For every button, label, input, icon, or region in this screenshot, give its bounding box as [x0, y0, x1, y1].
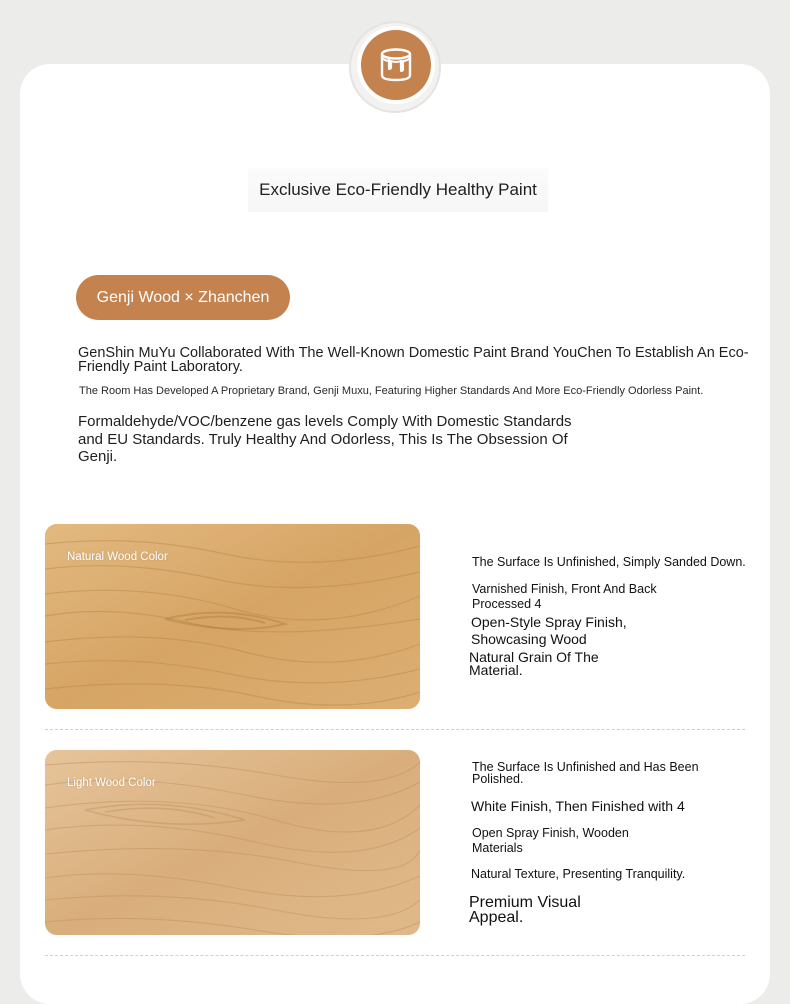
intro-small: The Room Has Developed A Proprietary Brand, Genji Muxu, Featuring Higher Standards And More Eco-Friendly Odorless Paint.	[79, 385, 704, 397]
feature-text: Natural Texture, Presenting Tranquility.	[471, 867, 686, 881]
section-divider	[45, 955, 745, 956]
feature-text: Open-Style Spray Finish, Showcasing Wood	[471, 614, 627, 647]
light-wood-swatch	[45, 750, 420, 935]
paint-bucket-badge	[361, 30, 431, 100]
brand-pill: Genji Wood × Zhanchen	[76, 275, 290, 320]
feature-text: Varnished Finish, Front And Back Processed 4	[472, 582, 657, 611]
section-divider	[45, 729, 745, 730]
natural-wood-label: Natural Wood Color	[67, 551, 168, 563]
paint-bucket-icon	[377, 46, 415, 84]
intro-lead: GenShin MuYu Collaborated With The Well-Known Domestic Paint Brand YouChen To Establish An Eco-Friendly Paint Laboratory.	[78, 345, 749, 375]
page-title: Exclusive Eco-Friendly Healthy Paint	[248, 168, 548, 212]
feature-text: Natural Grain Of The Material.	[469, 649, 599, 678]
light-wood-label: Light Wood Color	[67, 777, 156, 789]
feature-text: White Finish, Then Finished with 4	[471, 798, 685, 814]
feature-text: The Surface Is Unfinished and Has Been Polished.	[472, 760, 699, 786]
feature-text: Open Spray Finish, Wooden Materials	[472, 826, 629, 855]
feature-text: Premium Visual Appeal.	[469, 894, 581, 926]
feature-text: The Surface Is Unfinished, Simply Sanded Down.	[472, 555, 746, 569]
intro-paragraph: Formaldehyde/VOC/benzene gas levels Comply With Domestic Standards and EU Standards. Truly Healthy And Odorless, This Is The Obsession Of Genji.	[78, 413, 572, 465]
natural-wood-swatch	[45, 524, 420, 709]
